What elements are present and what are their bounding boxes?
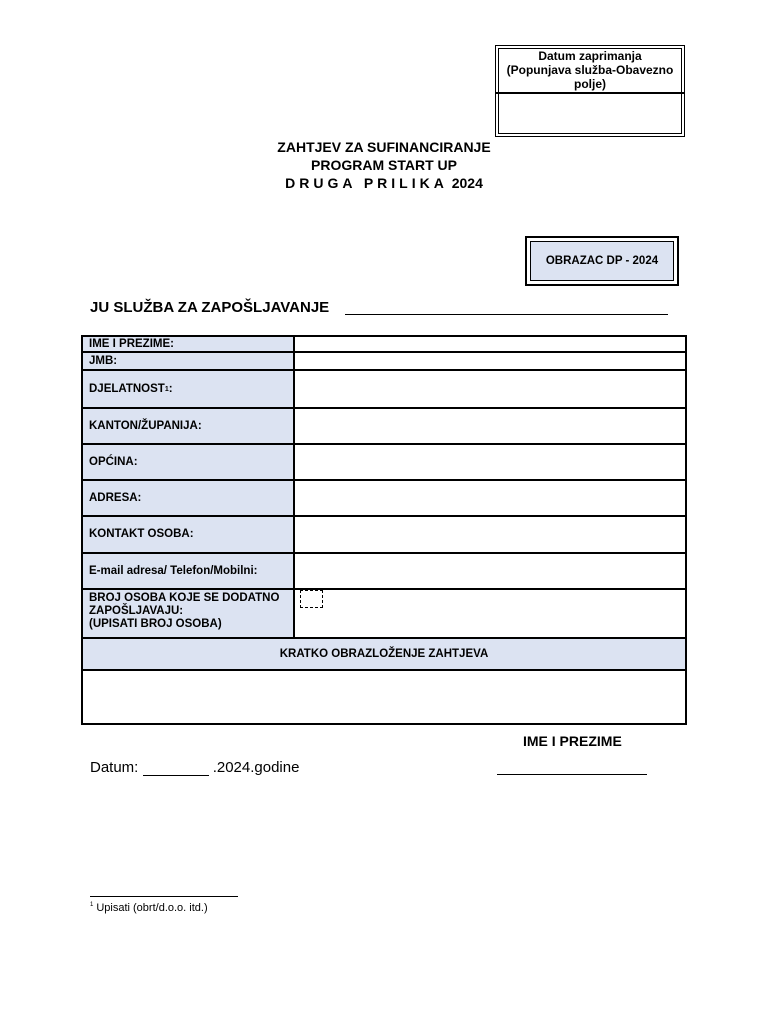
row-activity	[83, 371, 685, 409]
canton-label: KANTON/ŽUPANIJA:	[83, 409, 295, 443]
address-label: ADRESA:	[83, 481, 295, 515]
row-name	[83, 337, 685, 353]
row-canton	[83, 409, 685, 445]
footnote-text: Upisati (obrt/d.o.o. itd.)	[96, 902, 208, 914]
email-phone-field[interactable]	[295, 554, 685, 588]
receipt-date-header	[496, 46, 684, 94]
title-line-3	[234, 174, 534, 192]
name-field[interactable]	[295, 337, 685, 351]
title-year: 2024	[451, 175, 483, 191]
address-field[interactable]	[295, 481, 685, 515]
contact-field[interactable]	[295, 517, 685, 552]
row-municipality	[83, 445, 685, 481]
name-label: IME I PREZIME:	[83, 337, 295, 351]
headcount-label-line2: ZAPOŠLJAVAJU:	[89, 605, 184, 617]
document-title	[234, 138, 534, 192]
form-code-label: OBRAZAC DP - 2024	[530, 241, 674, 281]
title-line-2: PROGRAM START UP	[311, 157, 457, 173]
signature-label: IME I PREZIME	[523, 733, 622, 749]
justification-heading: KRATKO OBRAZLOŽENJE ZAHTJEVA	[279, 648, 489, 660]
activity-footnote-mark: 1	[164, 385, 169, 393]
date-fill-blank[interactable]	[143, 761, 209, 776]
row-jmb	[83, 353, 685, 371]
receipt-date-box	[495, 45, 685, 137]
email-phone-label: E-mail adresa/ Telefon/Mobilni:	[83, 554, 295, 588]
contact-label: KONTAKT OSOBA:	[83, 517, 295, 552]
headcount-label-line1: BROJ OSOBA KOJE SE DODATNO	[89, 592, 280, 604]
date-suffix: .2024.godine	[212, 759, 300, 776]
date-line	[90, 759, 299, 776]
row-contact	[83, 517, 685, 554]
institution-label: JU SLUŽBA ZA ZAPOŠLJAVANJE	[90, 299, 330, 316]
headcount-label-line3: (UPISATI BROJ OSOBA)	[89, 618, 222, 630]
form-code-box	[525, 236, 679, 286]
section-heading-row	[83, 639, 685, 671]
institution-fill-line[interactable]	[345, 314, 668, 315]
municipality-label: OPĆINA:	[83, 445, 295, 479]
headcount-input-box[interactable]	[300, 590, 323, 608]
jmb-label: JMB:	[83, 353, 295, 369]
title-line-1: ZAHTJEV ZA SUFINANCIRANJE	[277, 139, 491, 155]
activity-field[interactable]	[295, 371, 685, 407]
activity-label-colon: :	[168, 382, 173, 395]
headcount-label	[83, 590, 295, 637]
footnote-mark: 1	[90, 902, 94, 909]
activity-label	[83, 371, 295, 407]
signature-line[interactable]	[497, 774, 647, 775]
row-email-phone	[83, 554, 685, 590]
row-address	[83, 481, 685, 517]
jmb-field[interactable]	[295, 353, 685, 369]
applicant-form-table	[81, 335, 687, 725]
activity-label-text: DJELATNOST	[89, 382, 165, 395]
canton-field[interactable]	[295, 409, 685, 443]
municipality-field[interactable]	[295, 445, 685, 479]
row-headcount	[83, 590, 685, 639]
receipt-date-label: Datum zaprimanja	[538, 49, 642, 63]
receipt-date-note-cont: polje)	[574, 77, 606, 91]
footnote-rule	[90, 896, 238, 897]
headcount-field[interactable]	[295, 590, 685, 637]
title-program-name: DRUGA PRILIKA	[285, 175, 448, 191]
receipt-date-field[interactable]	[496, 94, 684, 136]
footnote	[90, 902, 208, 914]
justification-field[interactable]	[83, 671, 685, 723]
date-prefix: Datum:	[90, 759, 139, 776]
receipt-date-note: (Popunjava služba-Obavezno	[506, 63, 674, 77]
